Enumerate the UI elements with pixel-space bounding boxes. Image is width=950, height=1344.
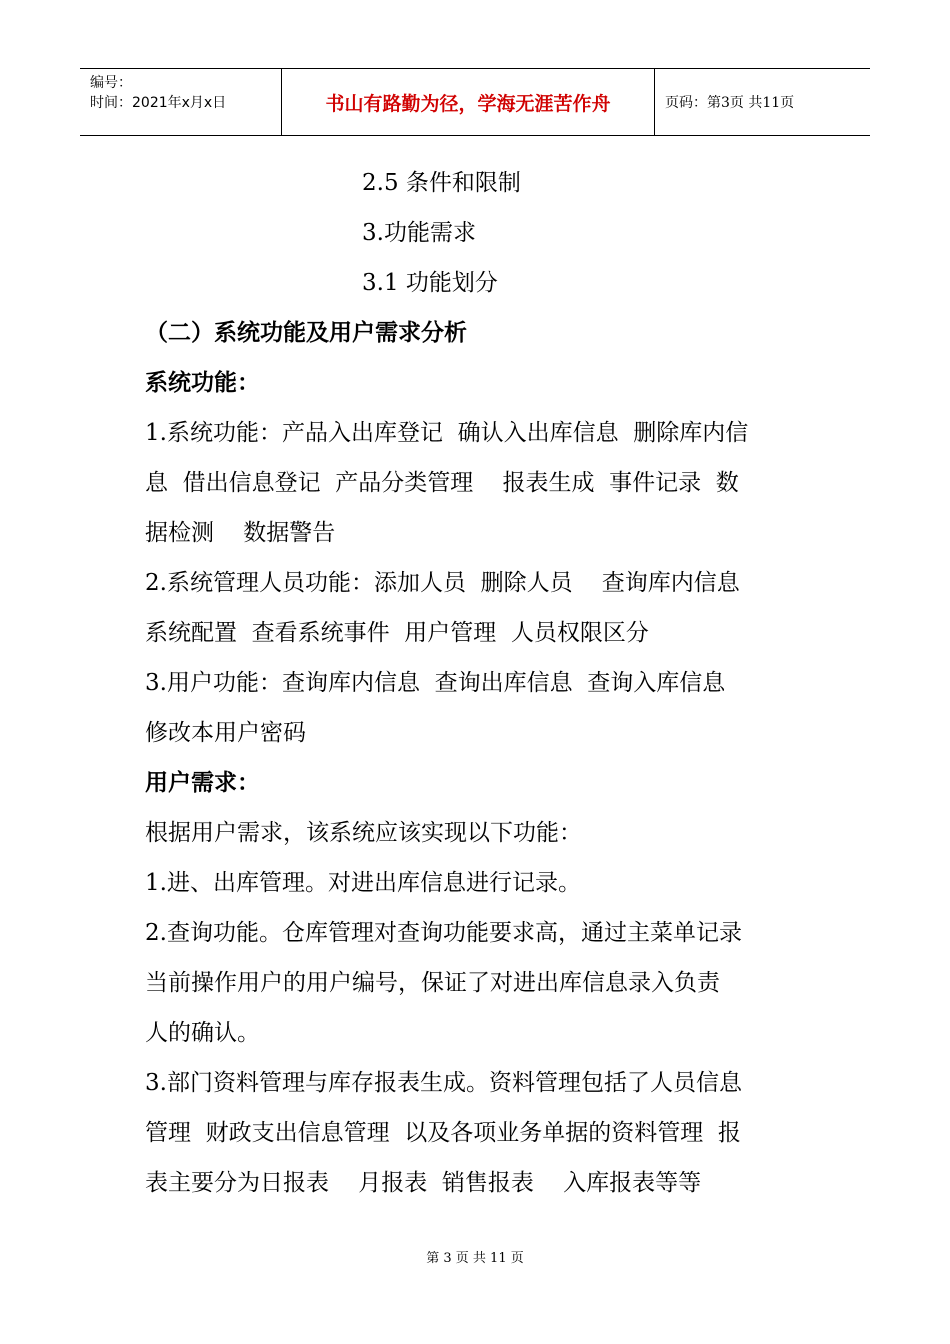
body-line: 当前操作用户的用户编号，保证了对进出库信息录入负责 xyxy=(145,970,720,996)
body-line: 3.用户功能：查询库内信息 查询出库信息 查询入库信息 xyxy=(145,670,726,696)
body-line: 管理 财政支出信息管理 以及各项业务单据的资料管理 报 xyxy=(145,1120,741,1146)
body-line: 系统配置 查看系统事件 用户管理 人员权限区分 xyxy=(145,620,649,646)
section-heading: （二）系统功能及用户需求分析 xyxy=(145,320,467,346)
body-line: 息 借出信息登记 产品分类管理 报表生成 事件记录 数 xyxy=(145,470,739,496)
body-line: 3.部门资料管理与库存报表生成。资料管理包括了人员信息 xyxy=(145,1070,742,1096)
header-meta xyxy=(80,69,282,135)
header-page-info: 页码：第3页 共11页 xyxy=(665,95,795,111)
body-line: 表主要分为日报表 月报表 销售报表 入库报表等等 xyxy=(145,1170,702,1196)
body-line: 1.系统功能：产品入出库登记 确认入出库信息 删除库内信 xyxy=(145,420,749,446)
page-header xyxy=(80,68,870,136)
system-functions-heading: 系统功能： xyxy=(145,370,260,396)
body-line: 据检测 数据警告 xyxy=(145,520,336,546)
body-line: 2.查询功能。仓库管理对查询功能要求高，通过主菜单记录 xyxy=(145,920,742,946)
header-time-label: 时间：2021年x月x日 xyxy=(90,95,227,111)
body-line: 2.系统管理人员功能：添加人员 删除人员 查询库内信息 xyxy=(145,570,740,596)
toc-item: 3.功能需求 xyxy=(362,220,476,246)
toc-item: 2.5 条件和限制 xyxy=(362,170,521,196)
header-number-label: 编号： xyxy=(90,75,132,91)
body-line: 修改本用户密码 xyxy=(145,720,306,746)
page-footer: 第 3 页 共 11 页 xyxy=(426,1251,524,1266)
body-line: 人的确认。 xyxy=(145,1020,260,1046)
body-line: 1.进、出库管理。对进出库信息进行记录。 xyxy=(145,870,581,896)
header-motto: 书山有路勤为径，学海无涯苦作舟 xyxy=(282,69,655,135)
toc-item: 3.1 功能划分 xyxy=(362,270,498,296)
user-requirements-heading: 用户需求： xyxy=(145,770,260,796)
body-line: 根据用户需求，该系统应该实现以下功能： xyxy=(145,820,582,846)
